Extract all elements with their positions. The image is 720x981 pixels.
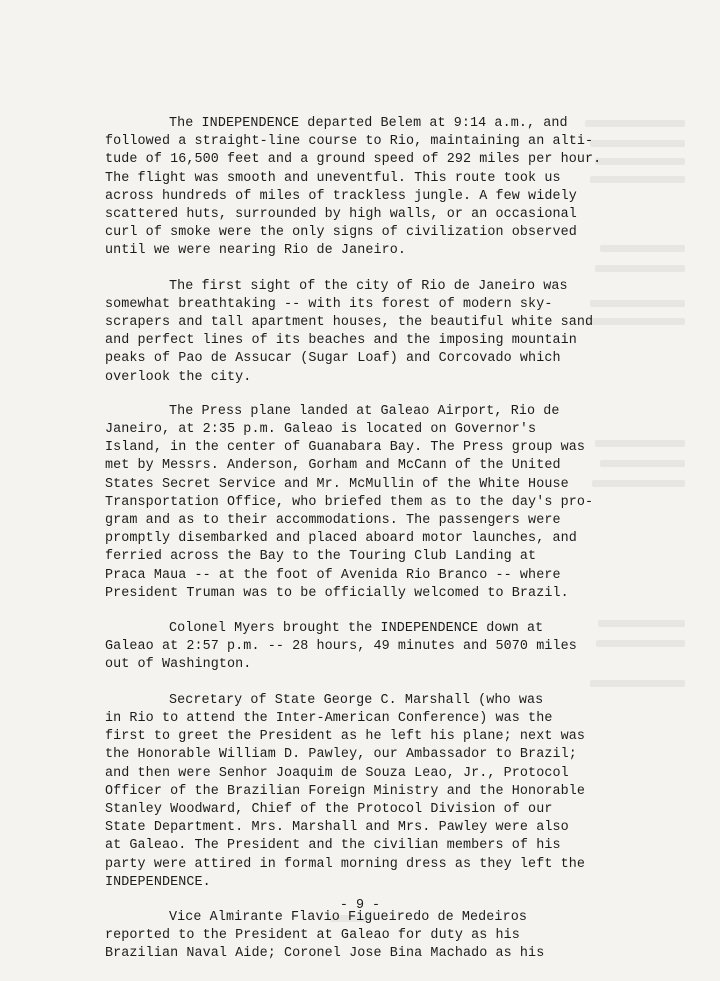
document-body [105, 115, 605, 981]
paragraph-naval-aide: Vice Almirante Flavio Figueiredo de Medeiros reported to the President at Galeao for duty as his Brazilian Naval Aide; Coronel Jose Bina Machado as his [105, 909, 545, 962]
page-number: - 9 - [339, 898, 381, 913]
paragraph-colonel-myers: Colonel Myers brought the INDEPENDENCE down at Galeao at 2:57 p.m. -- 28 hours, 49 minutes and 5070 miles out of Washington. [105, 621, 577, 673]
paragraph-press-plane: The Press plane landed at Galeao Airport, Rio de Janeiro, at 2:35 p.m. Galeao is located on Governor's Island, in the center of Guanabara Bay. The Press group was met by Messrs. Anderson, Gorham and McCann of the United States Secret Service and Mr. McMullin of the White House Transportation Office, who briefed them as to the day's pro- gram and as to their accommodations. The passengers were promptly disembarked and placed aboard motor launches, and ferried across the Bay to the Touring Club Landing at Praca Maua -- at the foot of Avenida Rio Branco -- where President Truman was to be officially welcomed to Brazil. [105, 403, 594, 601]
paragraph-secretary-marshall: Secretary of State George C. Marshall (who was in Rio to attend the Inter-American Conference) was the first to greet the President as he left his plane; next was the Honorable William D. Pawley, our Ambassador to Brazil; and then were Senhor Joaquim de Souza Leao, Jr., Protocol Officer of the Brazilian Foreign Ministry and the Honorable Stanley Woodward, Chief of the Protocol Division of our State Department. Mrs. Marshall and Mrs. Pawley were also at Galeao. The President and the civilian members of his party were attired in formal morning dress as they left the INDEPENDENCE. [105, 692, 586, 890]
paragraph-first-sight: The first sight of the city of Rio de Janeiro was somewhat breathtaking -- with its forest of modern sky- scrapers and tall apartment houses, the beautiful white sand and perfect lines of its beaches and the imposing mountain peaks of Pao de Assucar (Sugar Loaf) and Corcovado which overlook the city. [105, 278, 594, 385]
paragraph-departure: The INDEPENDENCE departed Belem at 9:14 a.m., and followed a straight-line course to Rio, maintaining an alti- tude of 16,500 feet and a ground speed of 292 miles per hour. The flight was smooth and uneventful. This route took us across hundreds of miles of trackless jungle. A few widely scattered huts, surrounded by high walls, or an occasional curl of smoke were the only signs of civilization observed until we were nearing Rio de Janeiro. [105, 116, 602, 259]
